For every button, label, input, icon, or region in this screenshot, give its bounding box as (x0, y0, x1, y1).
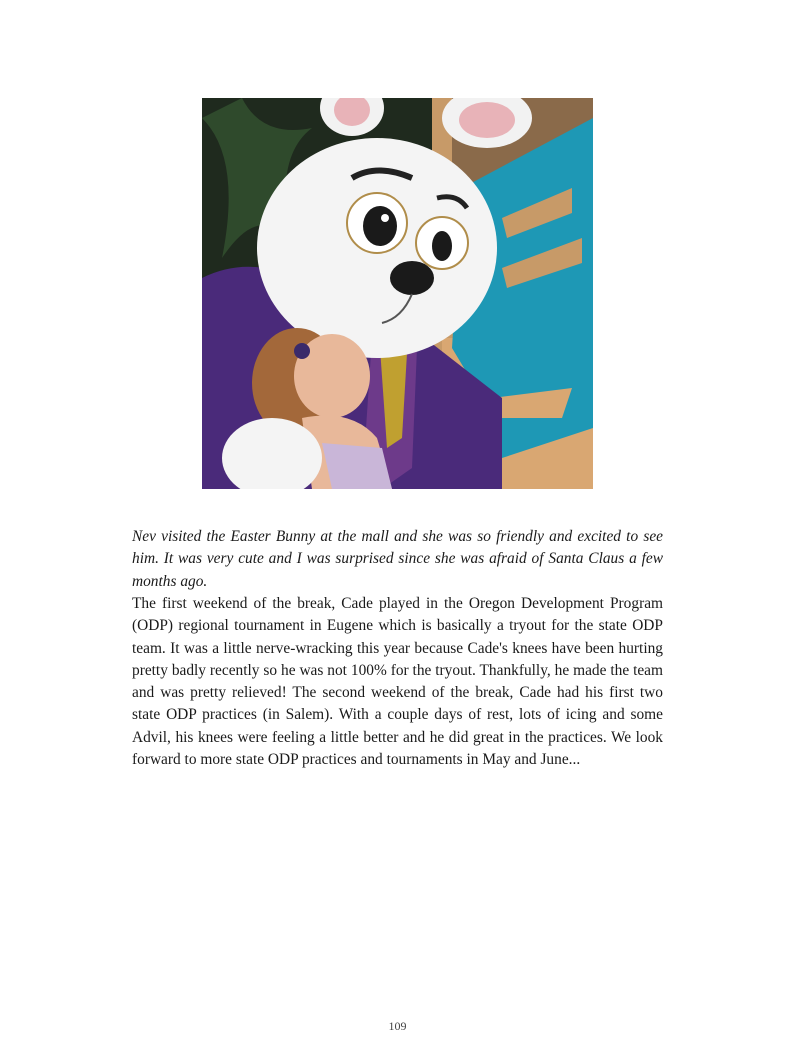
photo-caption: Nev visited the Easter Bunny at the mall and she was so friendly and excited to see him. It was very cute and I was surprised since she was afraid of Santa Claus a few months ago. (132, 528, 663, 590)
body-paragraph: The first weekend of the break, Cade played in the Oregon Development Program (ODP) regional tournament in Eugene which is basically a tryout for the state ODP team. It was a little nerve-wracking this year because Cade's knees have been hurting pretty badly recently so he was not 100% for the tryout. Thankfully, he made the team and was pretty relieved! The second weekend of the break, Cade had his first two state ODP practices (in Salem). With a couple days of rest, lots of icing and some Advil, his knees were feeling a little better and he did great in the practices. We look forward to more state ODP practices and tournaments in May and June... (132, 595, 663, 769)
page-number: 109 (388, 1019, 407, 1033)
easter-bunny-photo (202, 98, 593, 489)
